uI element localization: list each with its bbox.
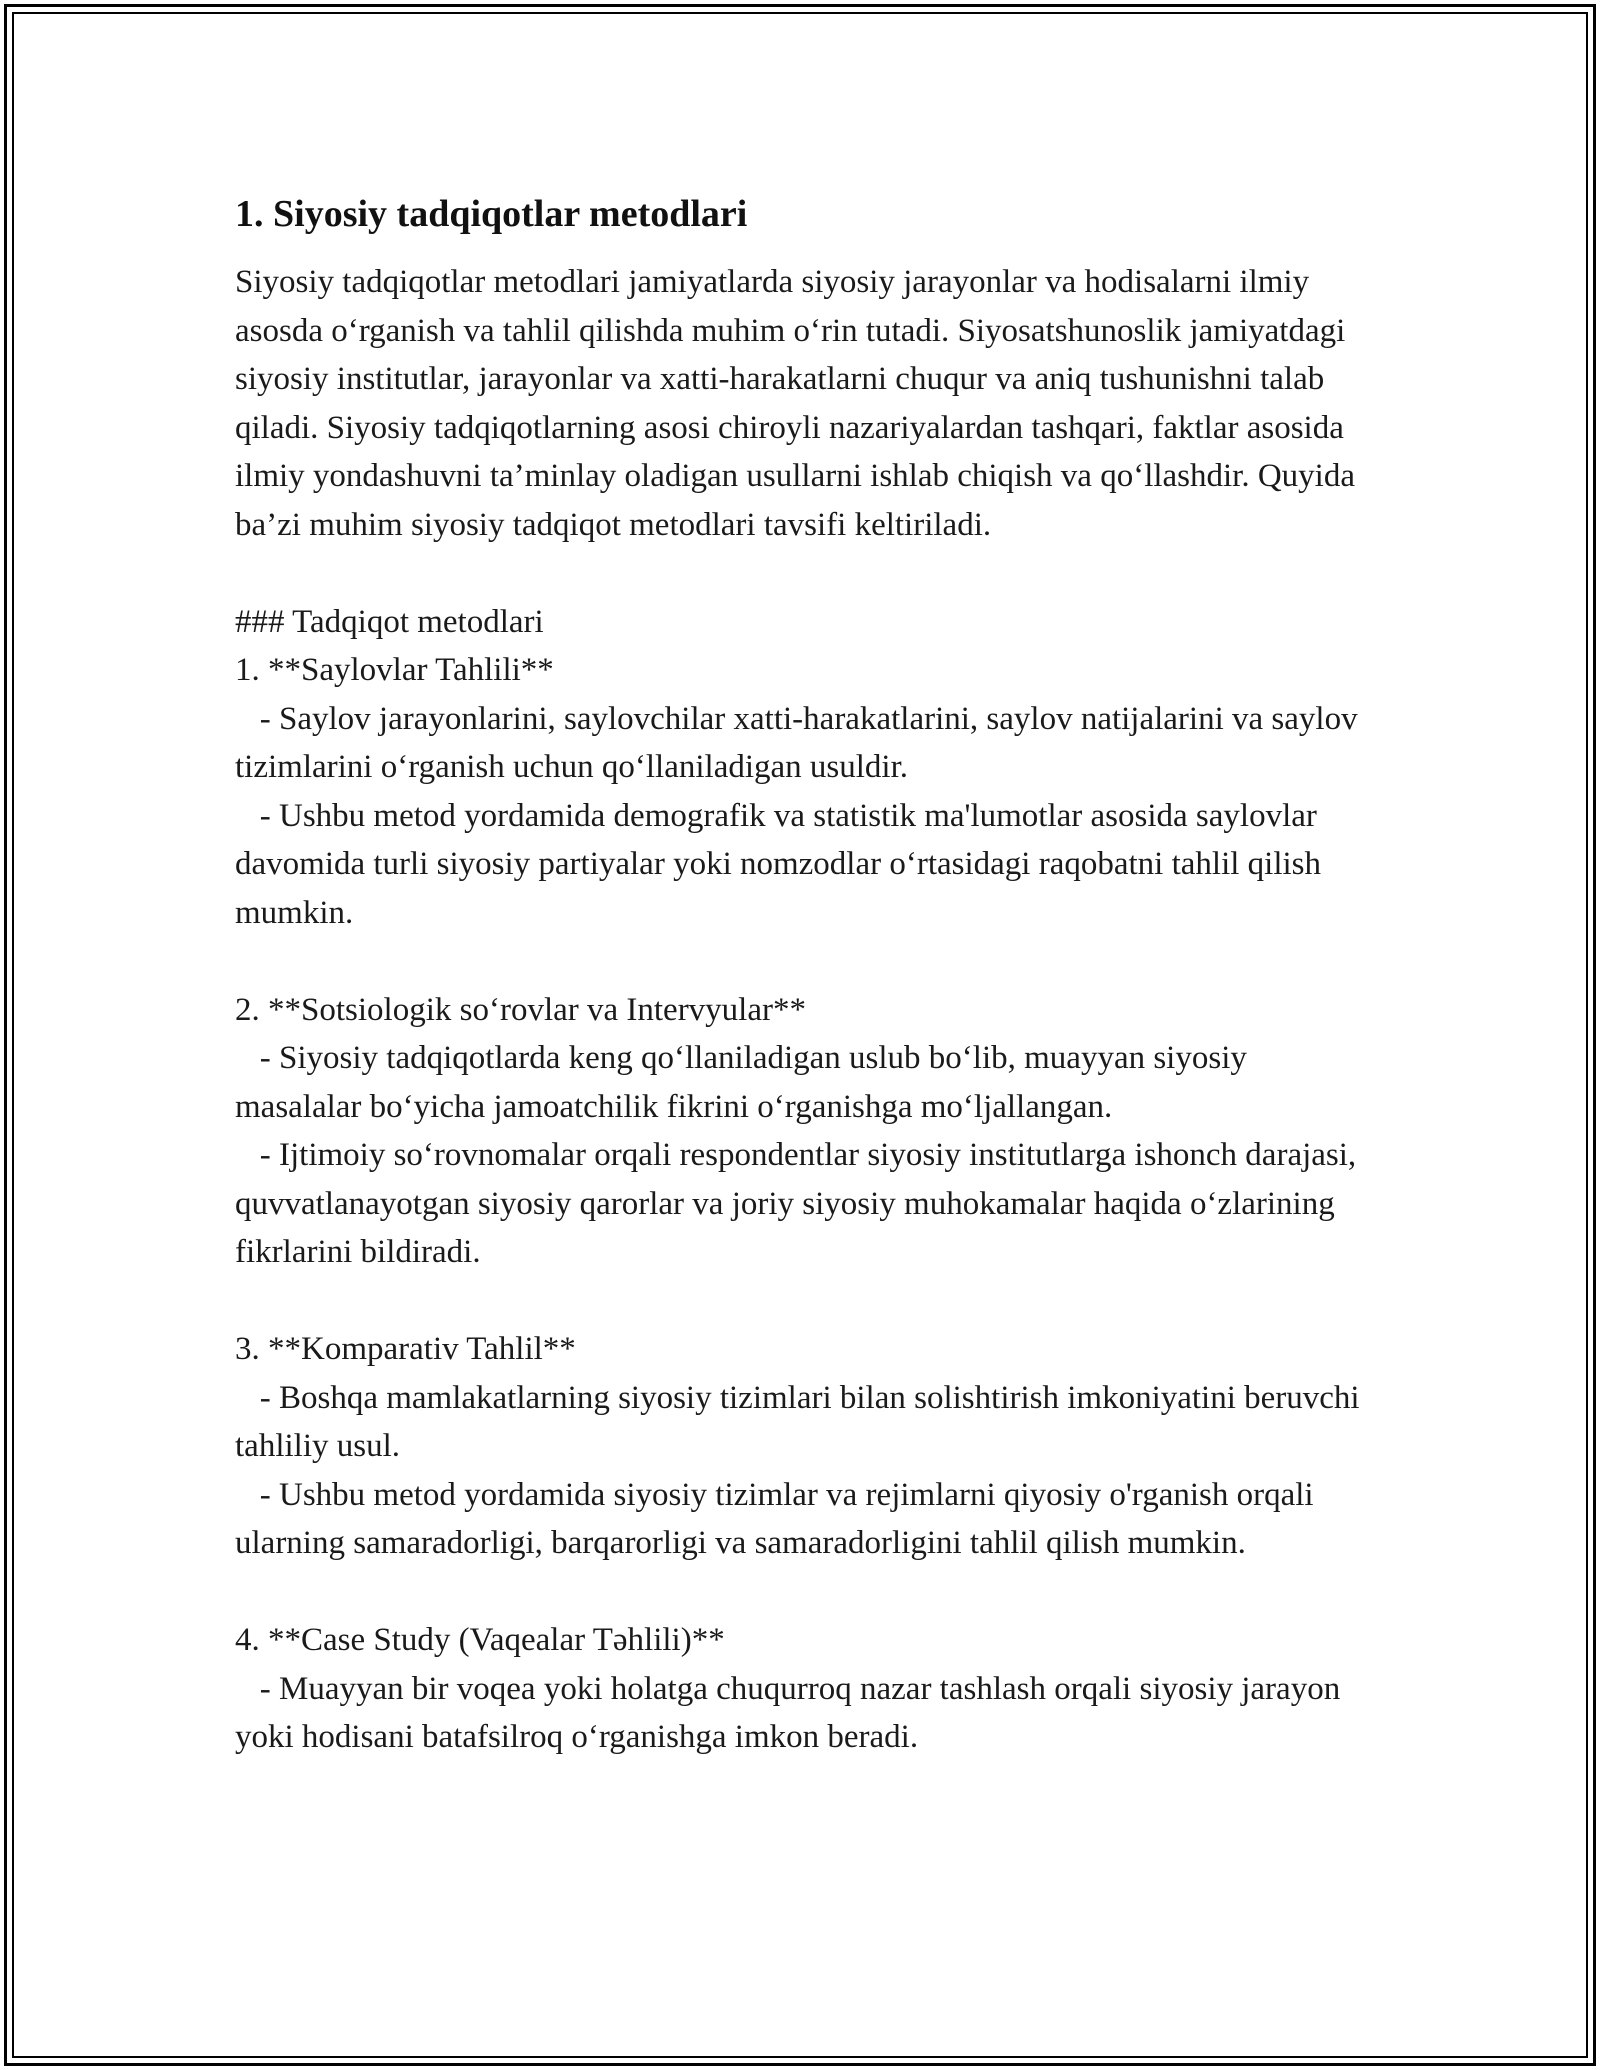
item-2-title: 2. **Sotsiologik so‘rovlar va Intervyular** xyxy=(235,991,806,1028)
item-3-bullet-1: - Boshqa mamlakatlarning siyosiy tizimlari bilan solishtirish imkoniyatini beruvchi tahliliy usul. xyxy=(235,1379,1368,1464)
item-4-title: 4. **Case Study (Vaqealar Təhlili)** xyxy=(235,1622,725,1658)
item-1-bullet-2: - Ushbu metod yordamida demografik va statistik ma'lumotlar asosida saylovlar davomida turli siyosiy partiyalar yoki nomzodlar o‘rtasidagi raqobatni tahlil qilish mumkin. xyxy=(235,797,1330,931)
item-4-bullet-1: - Muayyan bir voqea yoki holatga chuqurroq nazar tashlash orqali siyosiy jarayon yoki hodisani batafsilroq o‘rganishga imkon beradi. xyxy=(235,1670,1349,1755)
item-3-bullet-2: - Ushbu metod yordamida siyosiy tizimlar va rejimlarni qiyosiy o'rganish orqali ularning samaradorligi, barqarorligi va samaradorligini tahlil qilish mumkin. xyxy=(235,1476,1322,1561)
item-2-bullet-1: - Siyosiy tadqiqotlarda keng qo‘llaniladigan uslub bo‘lib, muayyan siyosiy masalalar bo‘yicha jamoatchilik fikrini o‘rganishga mo‘ljallangan. xyxy=(235,1040,1256,1125)
item-2-bullet-2: - Ijtimoiy so‘rovnomalar orqali respondentlar siyosiy institutlarga ishonch darajasi, quvvatlanayotgan siyosiy qarorlar va joriy siyosiy muhokamalar haqida o‘zlarining fikrlarini bildiradi. xyxy=(235,1137,1365,1270)
item-3-title: 3. **Komparativ Tahlil** xyxy=(235,1331,576,1367)
document-body xyxy=(235,190,1375,1762)
intro-paragraph: Siyosiy tadqiqotlar metodlari jamiyatlarda siyosiy jarayonlar va hodisalarni ilmiy asosda o‘rganish va tahlil qilishda muhim o‘rin tutadi. Siyosatshunoslik jamiyatdagi siyosiy institutlar, jarayonlar va xatti-harakatlarni chuqur va aniq tushunishni talab qiladi. Siyosiy tadqiqotlarning asosi chiroyli nazariyalardan tashqari, faktlar asosida ilmiy yondashuvni ta’minlay oladigan usullarni ishlab chiqish va qo‘llashdir. Quyida ba’zi muhim siyosiy tadqiqot metodlari tavsifi keltiriladi. xyxy=(235,264,1356,543)
item-1-title: 1. **Saylovlar Tahlili** xyxy=(235,652,554,688)
section-heading: ### Tadqiqot metodlari xyxy=(235,603,544,640)
document-heading: 1. Siyosiy tadqiqotlar metodlari xyxy=(235,193,748,235)
item-1-bullet-1: - Saylov jarayonlarini, saylovchilar xatti-harakatlarini, saylov natijalarini va saylov tizimlarini o‘rganish uchun qo‘llaniladigan usuldir. xyxy=(235,700,1366,785)
methods-section xyxy=(235,549,1375,1762)
